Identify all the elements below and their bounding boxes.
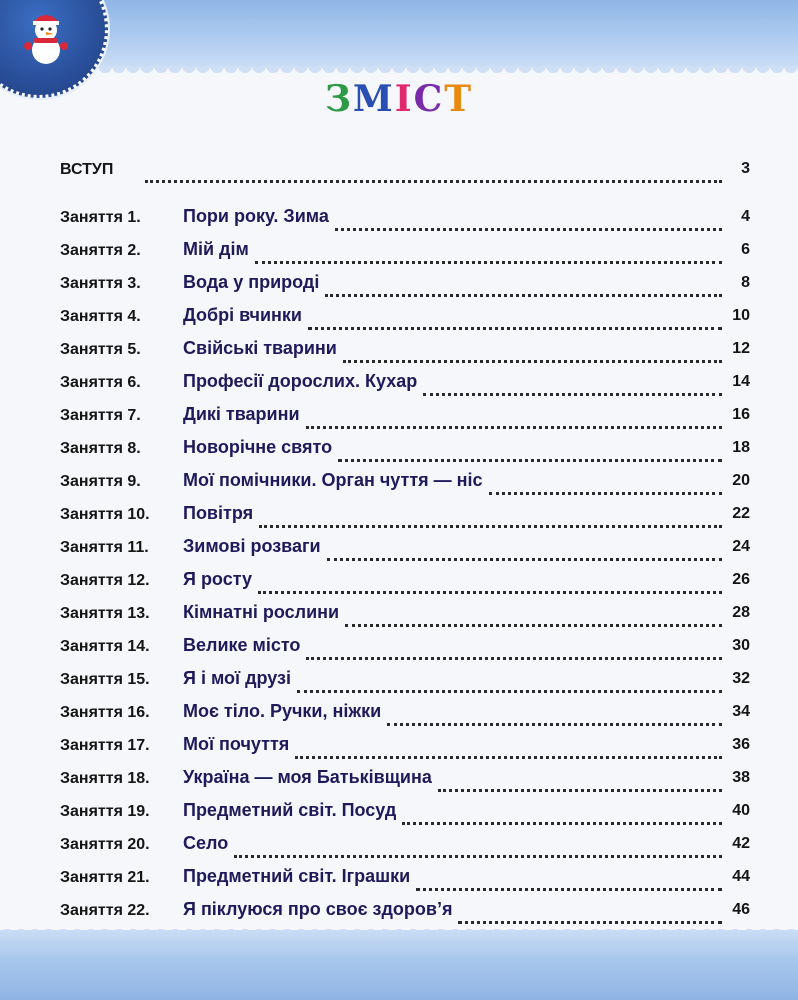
dot-leader: [258, 569, 722, 594]
lesson-topic: Мій дім: [183, 239, 253, 260]
lesson-number: Заняття 18.: [60, 770, 150, 787]
lesson-topic: Моє тіло. Ручки, ніжки: [183, 701, 385, 722]
lesson-topic: Предметний світ. Посуд: [183, 800, 400, 821]
dot-leader: [416, 866, 722, 891]
toc-row[interactable]: [60, 404, 750, 430]
toc-row[interactable]: [60, 371, 750, 397]
toc-page-number: 10: [728, 307, 750, 325]
toc-row[interactable]: [60, 239, 750, 265]
lesson-number: Заняття 8.: [60, 440, 141, 457]
toc-page-number: 32: [728, 670, 750, 688]
lesson-topic: Я піклуюся про своє здоров’я: [183, 899, 456, 920]
lesson-topic: Село: [183, 833, 232, 854]
lesson-number: Заняття 5.: [60, 341, 141, 358]
dot-leader: [423, 371, 722, 396]
dot-leader: [345, 602, 722, 627]
title-letter: Т: [444, 78, 474, 120]
toc-page-number: 26: [728, 571, 750, 589]
lesson-topic: Повітря: [183, 503, 257, 524]
toc-intro-label: ВСТУП: [60, 161, 114, 178]
lesson-number: Заняття 15.: [60, 671, 150, 688]
title-letter: М: [352, 78, 395, 120]
dot-leader: [327, 536, 722, 561]
toc-page-number: 3: [737, 160, 750, 178]
toc-row[interactable]: [60, 437, 750, 463]
dot-leader: [306, 404, 722, 429]
lesson-number: Заняття 21.: [60, 869, 150, 886]
lesson-topic: Мої почуття: [183, 734, 293, 755]
lesson-number: Заняття 13.: [60, 605, 150, 622]
toc-row[interactable]: [60, 338, 750, 364]
dot-leader: [234, 833, 722, 858]
toc-page-number: 16: [728, 406, 750, 424]
dot-leader: [308, 305, 722, 330]
toc-page-number: 40: [728, 802, 750, 820]
dot-leader: [387, 701, 722, 726]
lesson-number: Заняття 2.: [60, 242, 141, 259]
toc-row[interactable]: [60, 701, 750, 727]
dot-leader: [338, 437, 722, 462]
toc-row[interactable]: [60, 767, 750, 793]
toc-row[interactable]: [60, 272, 750, 298]
toc-page-number: 30: [728, 637, 750, 655]
toc-row[interactable]: [60, 866, 750, 892]
title-letter: З: [324, 78, 353, 120]
toc-intro-row[interactable]: [60, 158, 750, 184]
toc-row[interactable]: [60, 602, 750, 628]
toc-page-number: 22: [728, 505, 750, 523]
dot-leader: [343, 338, 722, 363]
lesson-topic: Свійські тварини: [183, 338, 341, 359]
lesson-number: Заняття 3.: [60, 275, 141, 292]
dot-leader: [489, 470, 722, 495]
lesson-topic: Новорічне свято: [183, 437, 336, 458]
title-letter: І: [394, 78, 414, 120]
toc-row[interactable]: [60, 800, 750, 826]
dot-leader: [458, 899, 722, 924]
lesson-topic: Мої помічники. Орган чуття — ніс: [183, 470, 487, 491]
toc-page-number: 42: [728, 835, 750, 853]
lesson-topic: Велике місто: [183, 635, 304, 656]
lesson-topic: Україна — моя Батьківщина: [183, 767, 436, 788]
toc-page-number: 44: [728, 868, 750, 886]
title-letter: С: [413, 78, 445, 120]
toc-row[interactable]: [60, 833, 750, 859]
dot-leader: [255, 239, 722, 264]
lesson-topic: Предметний світ. Іграшки: [183, 866, 414, 887]
toc-row[interactable]: [60, 734, 750, 760]
lesson-number: Заняття 11.: [60, 539, 149, 556]
toc-row[interactable]: [60, 470, 750, 496]
lesson-topic: Пори року. Зима: [183, 206, 333, 227]
dot-leader: [402, 800, 722, 825]
dot-leader: [259, 503, 722, 528]
toc-row[interactable]: [60, 305, 750, 331]
toc-row[interactable]: [60, 899, 750, 925]
lesson-number: Заняття 20.: [60, 836, 150, 853]
toc-row[interactable]: [60, 668, 750, 694]
lesson-number: Заняття 1.: [60, 209, 141, 226]
lesson-number: Заняття 17.: [60, 737, 150, 754]
dot-leader: [306, 635, 722, 660]
toc-row[interactable]: [60, 503, 750, 529]
lesson-topic: Дикі тварини: [183, 404, 304, 425]
lesson-number: Заняття 16.: [60, 704, 150, 721]
toc-page-number: 36: [728, 736, 750, 754]
lesson-number: Заняття 12.: [60, 572, 150, 589]
toc-page-number: 28: [728, 604, 750, 622]
dot-leader: [145, 158, 722, 183]
toc-page-number: 20: [728, 472, 750, 490]
lesson-number: Заняття 6.: [60, 374, 141, 391]
toc-page-number: 6: [737, 241, 750, 259]
dot-leader: [295, 734, 722, 759]
lesson-number: Заняття 10.: [60, 506, 150, 523]
toc-page-number: 18: [728, 439, 750, 457]
lesson-topic: Я і мої друзі: [183, 668, 295, 689]
lesson-number: Заняття 9.: [60, 473, 141, 490]
lesson-number: Заняття 14.: [60, 638, 150, 655]
toc-page-number: 34: [728, 703, 750, 721]
lesson-topic: Добрі вчинки: [183, 305, 306, 326]
lesson-number: Заняття 19.: [60, 803, 150, 820]
lesson-topic: Кімнатні рослини: [183, 602, 343, 623]
toc-page-number: 46: [728, 901, 750, 919]
toc-page-number: 8: [737, 274, 750, 292]
lesson-topic: Вода у природі: [183, 272, 323, 293]
lesson-topic: Зимові розваги: [183, 536, 325, 557]
toc-page-number: 12: [728, 340, 750, 358]
lesson-number: Заняття 7.: [60, 407, 141, 424]
toc-row[interactable]: [60, 635, 750, 661]
dot-leader: [335, 206, 722, 231]
dot-leader: [297, 668, 722, 693]
lesson-number: Заняття 4.: [60, 308, 141, 325]
lesson-topic: Я росту: [183, 569, 256, 590]
toc-page-number: 38: [728, 769, 750, 787]
dot-leader: [438, 767, 722, 792]
toc-row[interactable]: [60, 569, 750, 595]
toc-row[interactable]: [60, 206, 750, 232]
toc-page-number: 4: [737, 208, 750, 226]
toc-row[interactable]: [60, 536, 750, 562]
lesson-topic: Професії дорослих. Кухар: [183, 371, 421, 392]
lesson-number: Заняття 22.: [60, 902, 150, 919]
toc-page-number: 14: [728, 373, 750, 391]
dot-leader: [325, 272, 722, 297]
toc-page-number: 24: [728, 538, 750, 556]
